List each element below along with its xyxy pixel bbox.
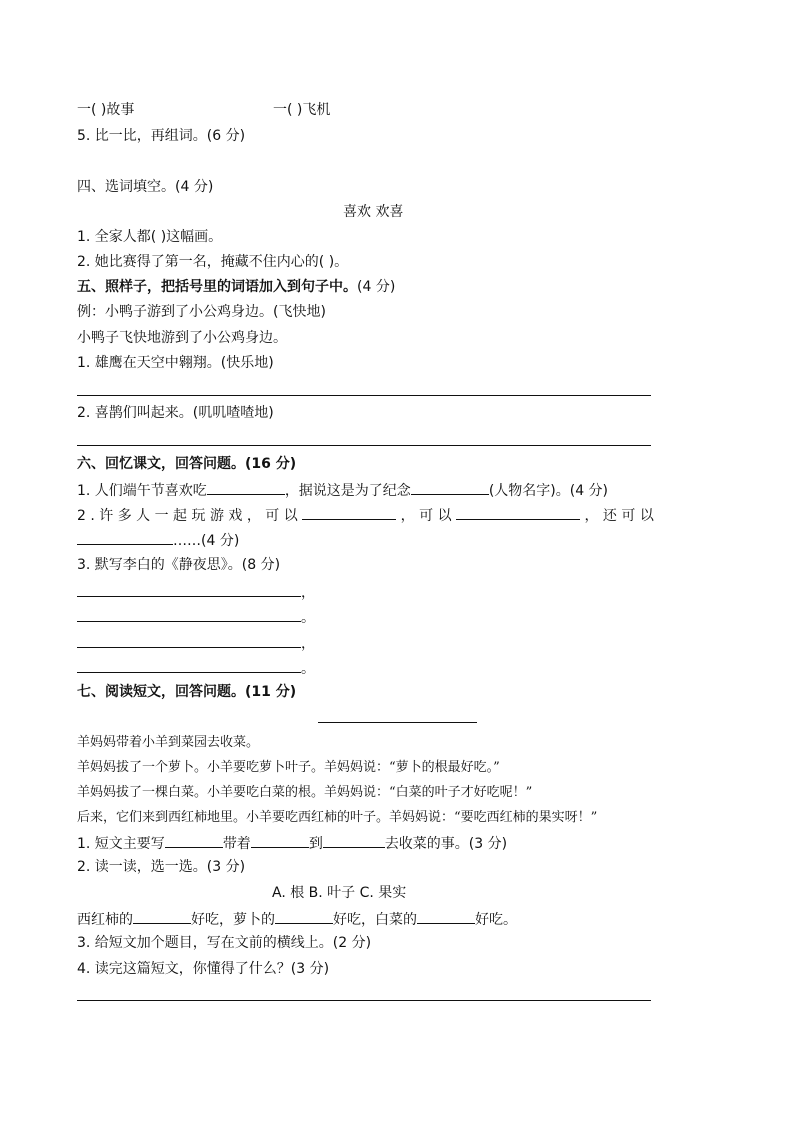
sec6-q2-text-a: 2 . 许 多 人 一 起 玩 游 戏 ， 可 以 (77, 508, 298, 524)
blank-whom[interactable] (251, 833, 309, 848)
sec7-q1-text-c: 到 (308, 836, 323, 852)
section-4-title: 四、选词填空。(4 分) (77, 179, 214, 195)
blank-where[interactable] (323, 833, 385, 848)
passage-line: 羊妈妈拔了一个萝卜。小羊要吃萝卜叶子。羊妈妈说：“萝卜的根最好吃。” (77, 760, 500, 775)
section-5-title (77, 278, 395, 296)
sec7-q3: 3. 给短文加个题目，写在文前的横线上。(2 分) (77, 935, 372, 951)
question-compare: 5. 比一比，再组词。(6 分) (77, 128, 246, 144)
blank-tomato[interactable] (133, 909, 191, 924)
passage-title-line[interactable] (318, 722, 477, 723)
answer-line[interactable] (77, 445, 651, 446)
sec6-q1 (77, 480, 608, 500)
sec4-q1: 1. 全家人都( )这幅画。 (77, 229, 223, 245)
sec6-q2-text-c: ， 还 可 以 (584, 508, 654, 524)
section-5-heading: 五、照样子，把括号里的词语加入到句子中。 (77, 279, 357, 295)
section-6-title: 六、回忆课文，回答问题。(16 分) (77, 456, 297, 472)
fill-text-c: 好吃，白菜的 (333, 912, 417, 928)
sec7-q2: 2. 读一读，选一选。(3 分) (77, 859, 246, 875)
sec6-q3: 3. 默写李白的《静夜思》。(8 分) (77, 557, 281, 573)
sec4-q2: 2. 她比赛得了第一名，掩藏不住内心的( )。 (77, 254, 349, 270)
blank-game-2[interactable] (456, 505, 580, 520)
blank-game-1[interactable] (302, 505, 396, 520)
blank-person[interactable] (411, 480, 489, 495)
poem-punct: ， (301, 585, 315, 601)
sec5-q2: 2. 喜鹊们叫起来。(叽叽喳喳地) (77, 405, 274, 421)
blank-who[interactable] (165, 833, 223, 848)
blank-radish[interactable] (275, 909, 333, 924)
passage-line: 羊妈妈拔了一棵白菜。小羊要吃白菜的根。羊妈妈说：“白菜的叶子才好吃呢！” (77, 785, 533, 800)
sec6-q2-cont (77, 530, 239, 550)
sec6-q1-text-a: 1. 人们端午节喜欢吃 (77, 483, 207, 499)
word-choices: 喜欢 欢喜 (343, 204, 404, 220)
sec6-q2-text-d: ……(4 分) (173, 533, 240, 549)
poem-line-2 (77, 607, 315, 627)
passage-line: 后来，它们来到西红柿地里。小羊要吃西红柿的叶子。羊妈妈说：“要吃西红柿的果实呀！” (77, 810, 598, 825)
sec6-q2 (77, 505, 654, 525)
passage-line: 羊妈妈带着小羊到菜园去收菜。 (77, 735, 260, 750)
blank-game-3[interactable] (77, 530, 173, 545)
section-5-score: (4 分) (357, 279, 396, 295)
blank-food[interactable] (207, 480, 285, 495)
poem-punct: 。 (301, 610, 315, 626)
sec7-q1 (77, 833, 507, 853)
answer-line[interactable] (77, 1000, 651, 1001)
poem-blank[interactable] (77, 633, 301, 648)
poem-blank[interactable] (77, 582, 301, 597)
poem-line-4 (77, 658, 315, 678)
sec5-example-answer: 小鸭子飞快地游到了小公鸡身边。 (77, 330, 287, 346)
sec6-q1-text-b: ，据说这是为了纪念 (284, 483, 411, 499)
poem-blank[interactable] (77, 658, 301, 673)
fill-item-plane: 一( )飞机 (273, 102, 331, 118)
sec6-q1-text-c: (人物名字)。(4 分) (488, 483, 609, 499)
sec5-q1: 1. 雄鹰在天空中翱翔。(快乐地) (77, 355, 274, 371)
sec7-q1-text-a: 1. 短文主要写 (77, 836, 165, 852)
section-7-title: 七、阅读短文，回答问题。(11 分) (77, 684, 297, 700)
sec6-q2-text-b: ， 可 以 (400, 508, 452, 524)
answer-line[interactable] (77, 395, 651, 396)
poem-line-1 (77, 582, 315, 602)
poem-blank[interactable] (77, 607, 301, 622)
fill-item-story: 一( )故事 (77, 102, 135, 118)
fill-text-d: 好吃。 (475, 912, 517, 928)
sec7-q4: 4. 读完这篇短文，你懂得了什么？(3 分) (77, 961, 330, 977)
sec7-q1-text-b: 带着 (222, 836, 251, 852)
poem-punct: ， (301, 636, 315, 652)
sec7-fill (77, 909, 517, 929)
poem-line-3 (77, 633, 315, 653)
fill-text-b: 好吃，萝卜的 (191, 912, 275, 928)
answer-options: A. 根 B. 叶子 C. 果实 (272, 885, 407, 901)
blank-cabbage[interactable] (417, 909, 475, 924)
fill-text-a: 西红柿的 (77, 912, 133, 928)
q4-tail (77, 101, 330, 119)
sec5-example: 例：小鸭子游到了小公鸡身边。(飞快地) (77, 304, 326, 320)
poem-punct: 。 (301, 661, 315, 677)
sec7-q1-text-d: 去收菜的事。(3 分) (384, 836, 508, 852)
